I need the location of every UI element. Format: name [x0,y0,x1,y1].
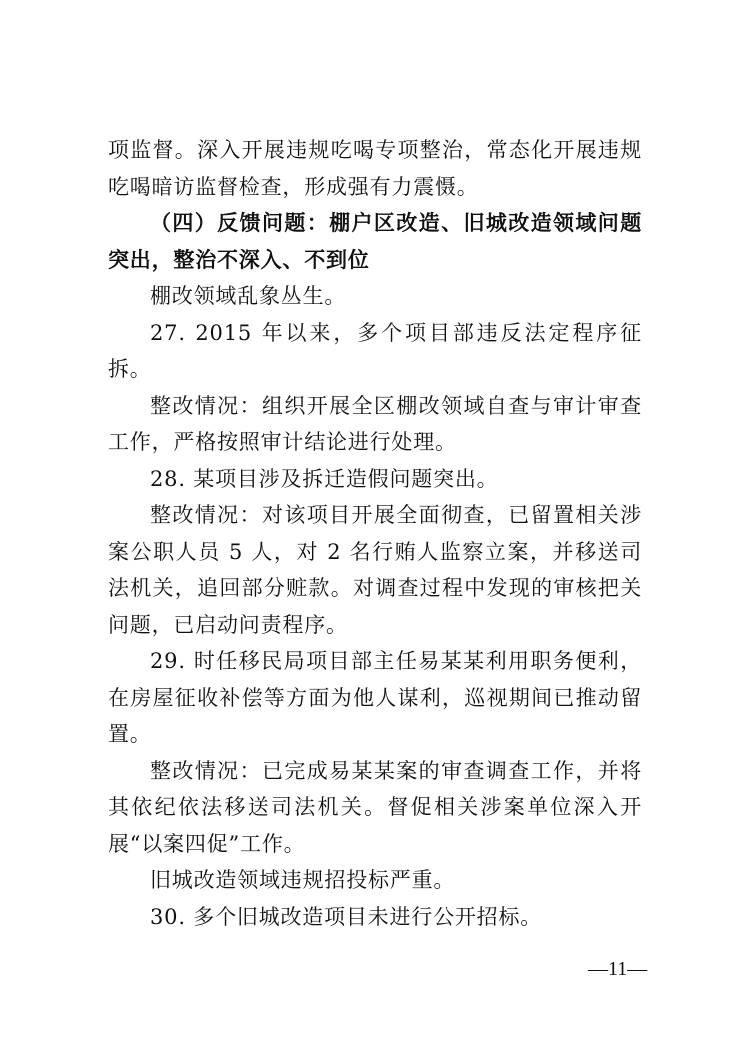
page-number: —11— [588,958,648,980]
paragraph-supervision-continued: 项监督。深入开展违规吃喝专项整治，常态化开展违规吃喝暗访监督检查，形成强有力震慑。 [108,138,642,199]
issue-28: 28. 某项目涉及拆迁造假问题突出。 [150,466,499,491]
rectification-29: 整改情况：已完成易某某案的审查调查工作，并将其依纪依法移送司法机关。督促相关涉案单位深入开展“以案四促”工作。 [108,758,642,856]
issue-27: 27. 2015 年以来，多个项目部违反法定程序征拆。 [108,320,642,381]
subheading-old-city-bidding: 旧城改造领域违规招投标严重。 [150,868,456,892]
rectification-27: 整改情况：组织开展全区棚改领域自查与审计审查工作，严格按照审计结论进行处理。 [108,393,642,454]
document-page [108,132,642,935]
issue-29: 29. 时任移民局项目部主任易某某利用职务便利，在房屋征收补偿等方面为他人谋利，巡视期间已推动留置。 [108,649,642,746]
section-heading-four: （四）反馈问题：棚户区改造、旧城改造领域问题突出，整治不深入、不到位 [108,210,642,272]
subheading-shantytown-chaos: 棚改领域乱象丛生。 [150,284,347,308]
issue-30: 30. 多个旧城改造项目未进行公开招标。 [150,904,543,929]
rectification-28: 整改情况：对该项目开展全面彻查，已留置相关涉案公职人员 5 人，对 2 名行贿人监察立案，并移送司法机关，追回部分赃款。对调查过程中发现的审核把关问题，已启动问责程序。 [108,503,642,637]
